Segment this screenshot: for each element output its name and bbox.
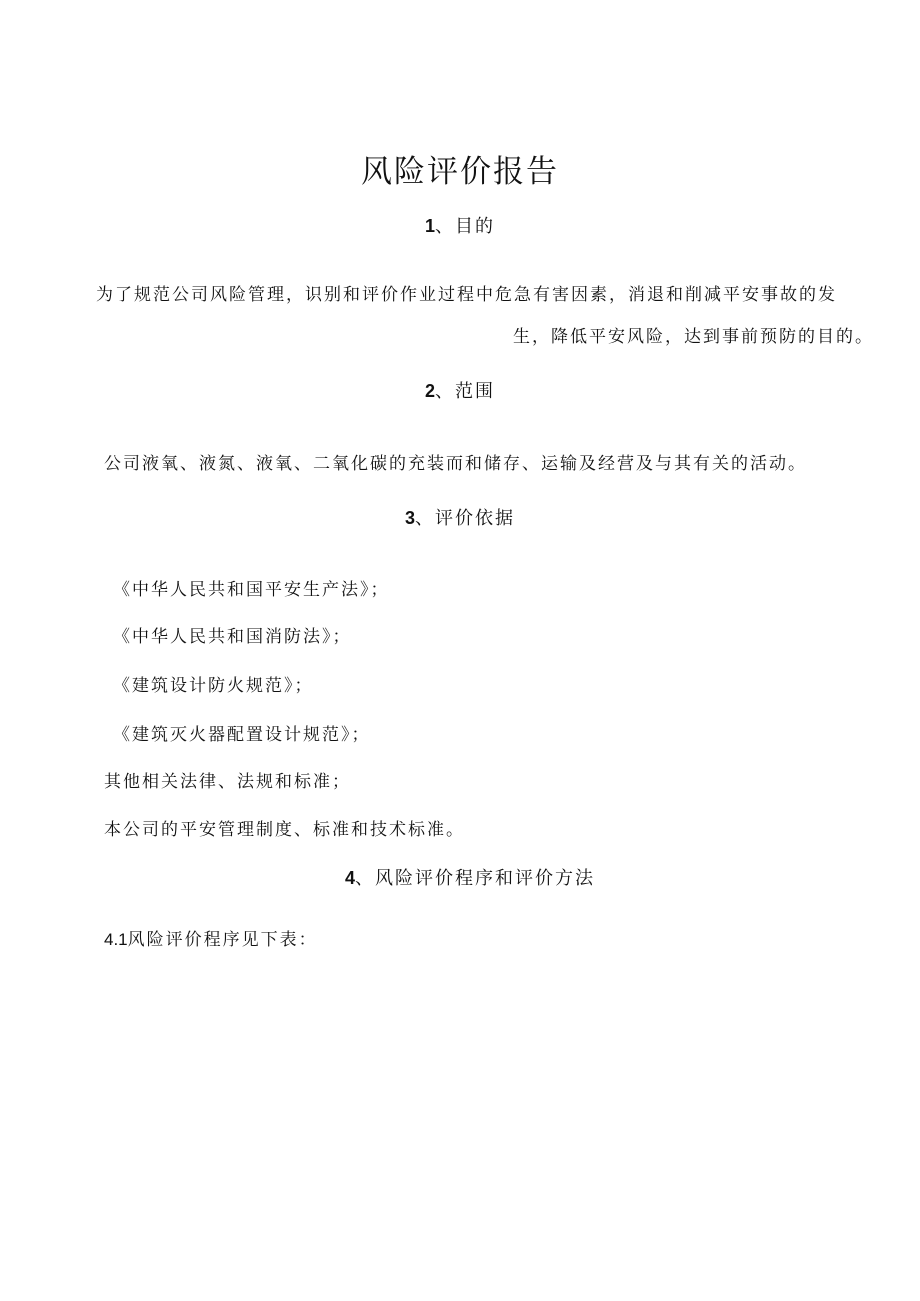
section-3-heading (0, 503, 920, 534)
section-4-title: 、风险评价程序和评价方法 (355, 868, 595, 889)
section-3-title: 、评价依据 (415, 508, 515, 529)
basis-item-fire-law: 《中华人民共和国消防法》； (113, 627, 352, 647)
basis-item-building-fire-code: 《建筑设计防火规范》； (113, 676, 314, 696)
section-3-number: 3 (404, 508, 415, 528)
basis-item-company-rules: 本公司的平安管理制度、标准和技术标准。 (104, 820, 465, 840)
basis-item-extinguisher-code: 《建筑灭火器配置设计规范》； (113, 725, 371, 745)
section-1-line-2: 生，降低平安风险，达到事前预防的目的。 (513, 327, 874, 347)
section-2-title: 、范围 (435, 381, 495, 402)
section-1-heading (0, 211, 920, 242)
section-4-1-text: 风险评价程序见下表： (127, 930, 318, 950)
section-1-title: 、目的 (435, 216, 495, 237)
section-2-line-1: 公司液氧、液氮、液氧、二氧化碳的充装而和储存、运输及经营及与其有关的活动。 (104, 454, 807, 474)
section-2-number: 2 (424, 381, 435, 401)
section-1-line-1: 为了规范公司风险管理，识别和评价作业过程中危急有害因素，消退和削减平安事故的发 (96, 285, 837, 305)
document-title: 风险评价报告 (361, 154, 559, 190)
section-1-number: 1 (424, 216, 435, 236)
section-4-1-line (104, 925, 318, 955)
basis-item-other-laws: 其他相关法律、法规和标准； (104, 772, 351, 792)
section-4-number: 4 (344, 868, 355, 888)
section-4-1-number: 4.1 (104, 930, 128, 949)
section-2-heading (0, 376, 920, 407)
basis-item-safety-law: 《中华人民共和国平安生产法》； (113, 580, 390, 600)
section-4-heading (0, 863, 920, 894)
